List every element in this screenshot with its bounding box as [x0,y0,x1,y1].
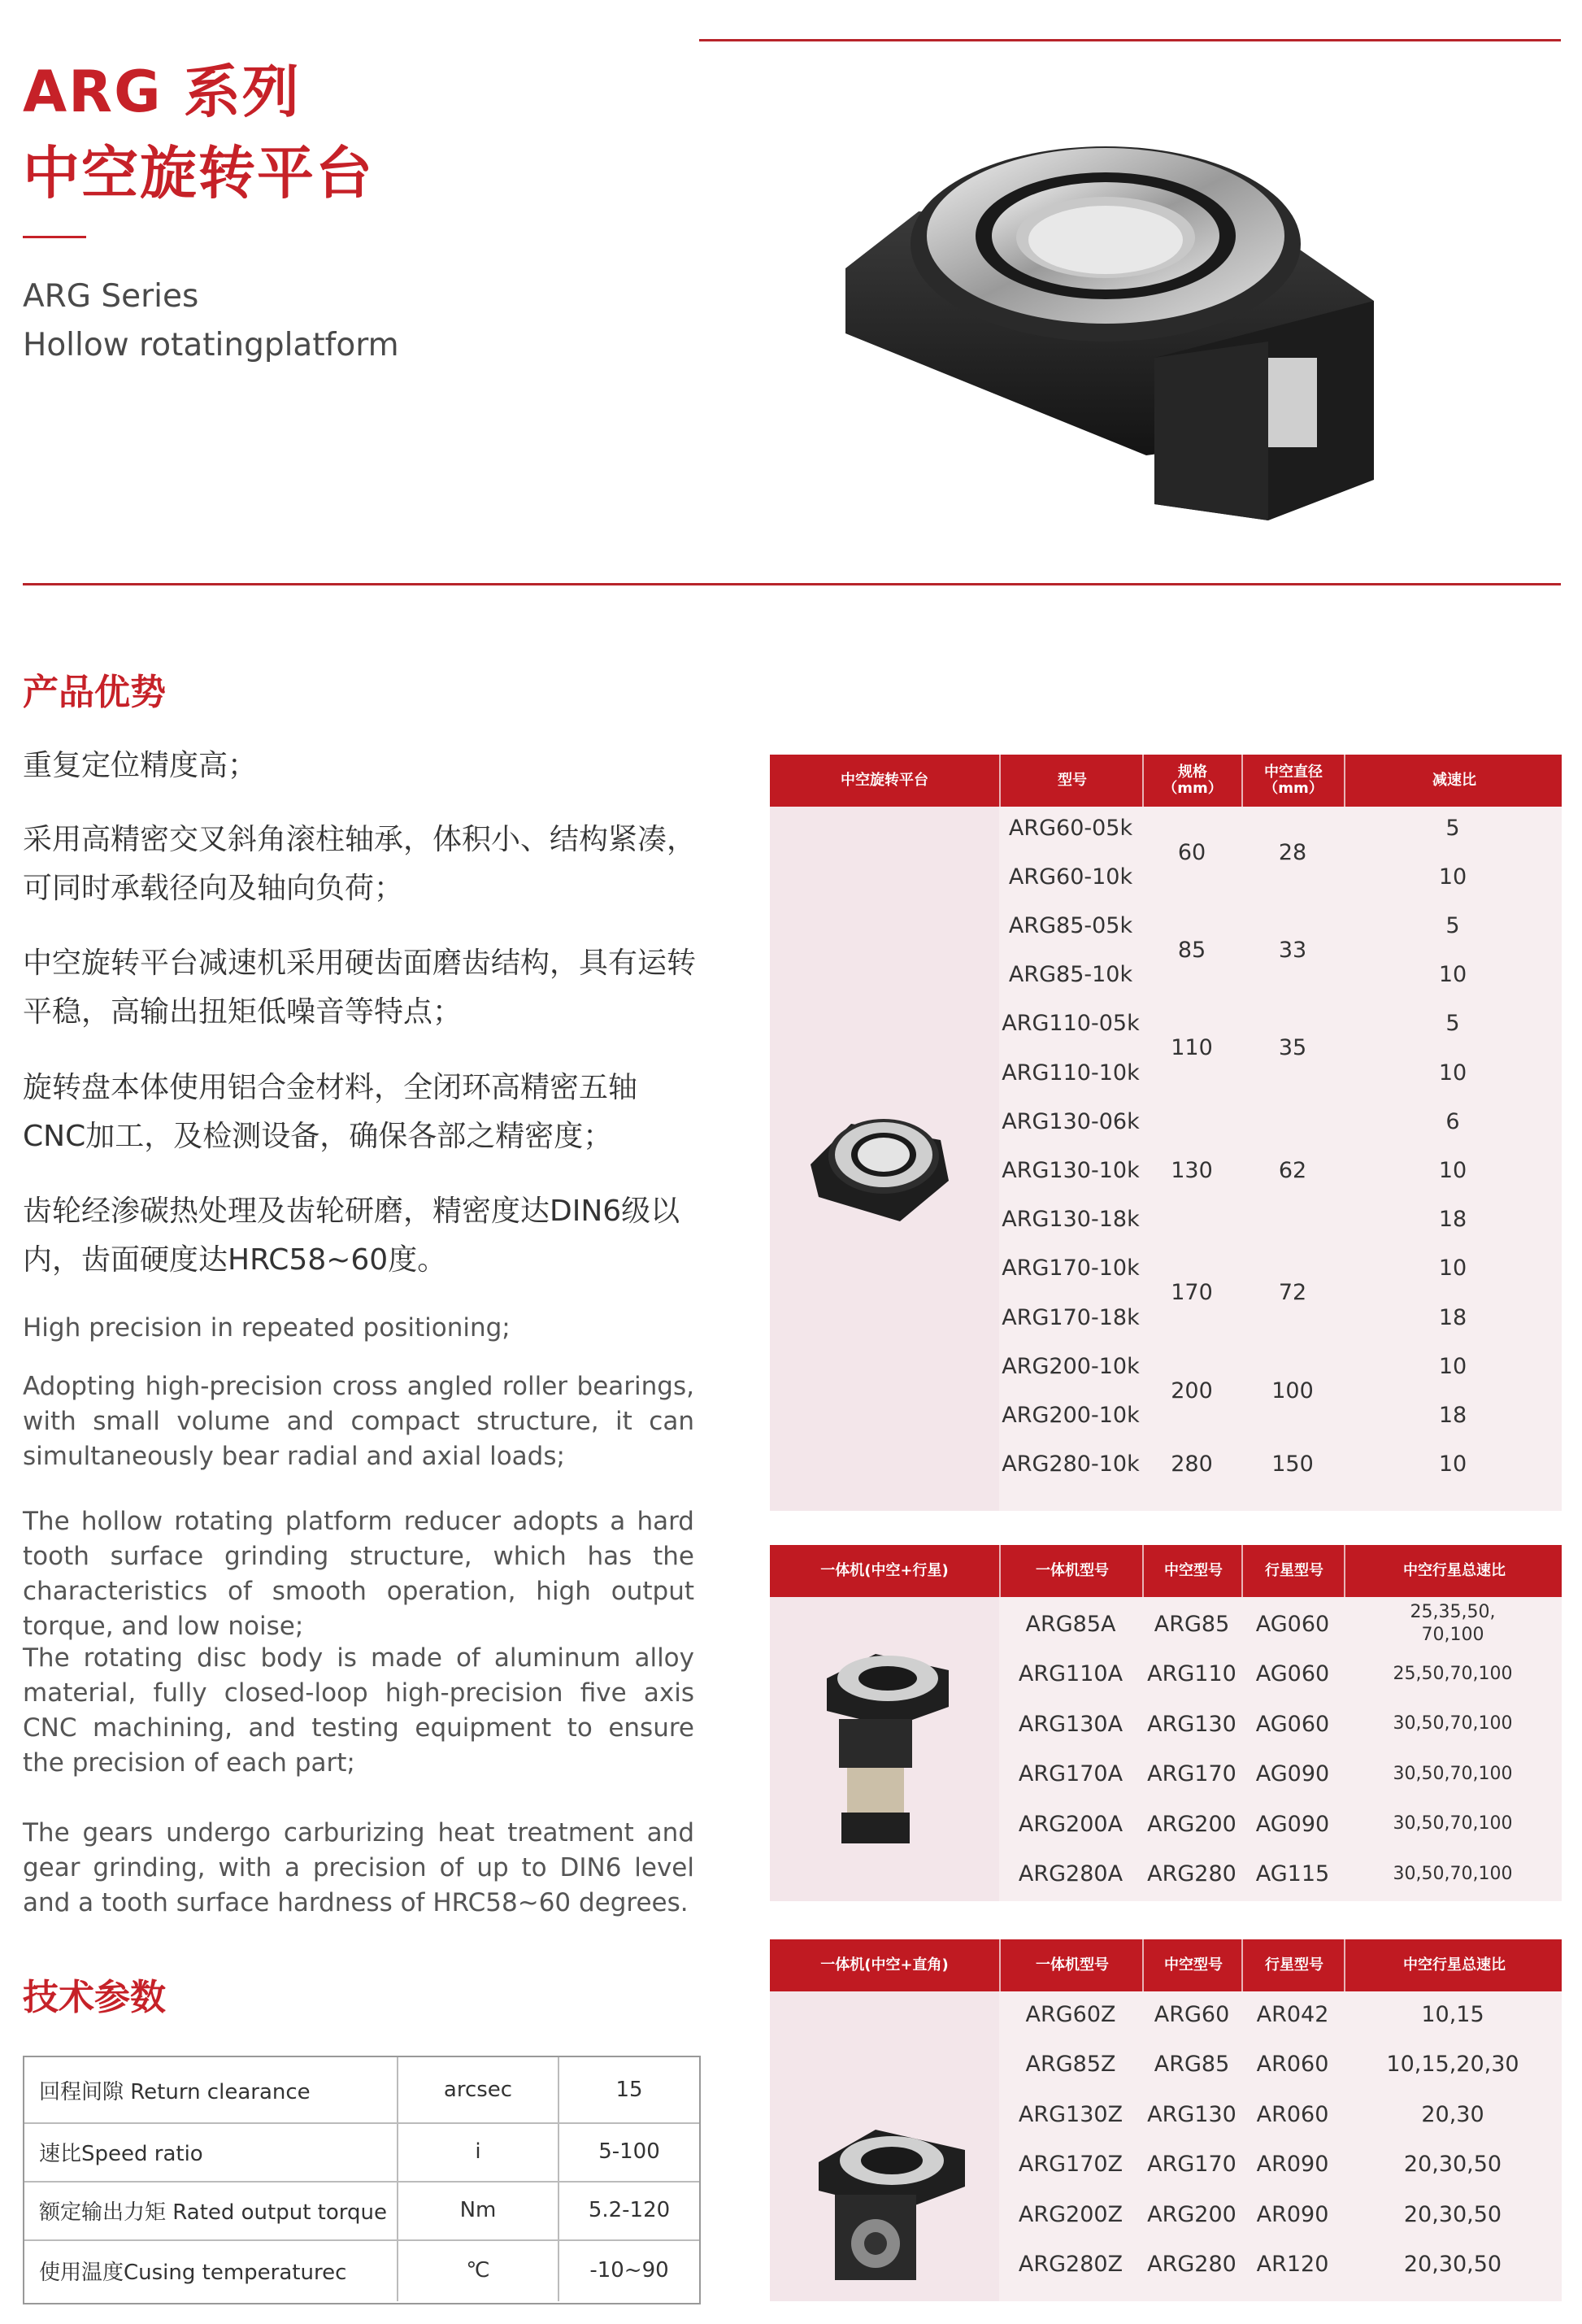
model-cell: ARG60-05k [1008,815,1133,841]
spec-cell: 280 [1171,1451,1213,1478]
spec-row-1 [24,2057,699,2124]
total-ratio-cell: 20,30,50 [1403,2252,1502,2277]
combo-model-cell: ARG280A [1018,1861,1123,1887]
planetary-table-header [770,1545,1562,1597]
hollow-model-cell: ARG60 [1154,2001,1230,2027]
planetary-model-cell: AR120 [1256,2252,1329,2277]
total-ratio-cell: 30,50,70,100 [1393,1713,1513,1734]
planetary-model-cell: AG060 [1255,1661,1330,1686]
planetary-model-cell: AR042 [1256,2001,1329,2027]
specs-heading: 技术参数 [23,1977,166,2018]
model-cell: ARG170-10k [1002,1256,1140,1282]
hollow-model-cell: ARG200 [1147,2201,1236,2227]
ratio-cell: 5 [1445,1011,1460,1037]
combo-model-cell: ARG170Z [1018,2152,1123,2177]
spec-unit: Nm [459,2198,497,2222]
ratio-cell: 18 [1438,1402,1467,1428]
planetary-model-cell: AG115 [1255,1861,1330,1887]
ratio-cell: 18 [1438,1304,1467,1330]
hollow-model-cell: ARG280 [1147,2252,1236,2277]
spec-unit: i [475,2139,481,2164]
hollow-model-cell: ARG85 [1154,1611,1230,1637]
model-cell: ARG130-10k [1002,1157,1140,1183]
spec-cell: 110 [1171,1035,1213,1061]
col-header: 中空直径（mm） [1241,755,1344,807]
hollow-model-cell: ARG200 [1147,1811,1236,1837]
col-header: 中空型号 [1142,1939,1243,1991]
model-cell: ARG60-10k [1008,864,1133,890]
planetary-combo-thumbnail [811,1646,965,1857]
total-ratio-cell: 20,30,50 [1403,2201,1502,2227]
spec-table [23,2056,701,2304]
col-header: 中空行星总速比 [1344,1939,1563,1991]
model-cell: ARG170-18k [1002,1304,1140,1330]
product-title-en: Hollow rotatingplatform [23,327,399,363]
combo-model-cell: ARG200Z [1018,2201,1123,2227]
model-cell: ARG85-10k [1008,962,1133,988]
total-ratio-cell: 10,15 [1421,2001,1484,2027]
hollow-diameter-cell: 28 [1278,839,1307,865]
ratio-cell: 10 [1438,864,1467,890]
advantage-en-5: The gears undergo carburizing heat treatment and gear grinding, with a precision of up to DIN6 level and a tooth surface hardness of HRC58~60 degrees. [23,1818,694,1917]
hollow-model-cell: ARG130 [1147,2101,1236,2127]
spec-cell: 130 [1171,1157,1213,1183]
right-angle-image-cell [770,1991,999,2301]
spec-value: 5-100 [598,2139,660,2164]
spec-row-3 [24,2181,699,2241]
advantage-en-4: The rotating disc body is made of aluminum alloy material, fully closed-loop high-precision five axis CNC machining, and testing equipment to ensure the precision of each part; [23,1643,694,1778]
ratio-cell: 10 [1438,1060,1467,1086]
col-header: 中空旋转平台 [841,772,928,789]
hollow-model-cell: ARG110 [1147,1661,1236,1686]
combo-model-cell: ARG280Z [1018,2252,1123,2277]
title-underline [23,236,86,238]
planetary-image-cell [770,1597,999,1901]
col-header: 型号 [999,755,1144,807]
planetary-model-cell: AR090 [1256,2201,1329,2227]
advantage-cn-1: 重复定位精度高； [23,749,258,782]
spec-unit: ℃ [466,2258,490,2283]
hollow-model-cell: ARG170 [1147,1761,1236,1787]
combo-model-cell: ARG60Z [1025,2001,1116,2027]
advantage-en-3: The hollow rotating platform reducer adopts a hard tooth surface grinding structure, which has the characteristics of smooth operation, high output torque, and low noise; [23,1507,694,1641]
planetary-model-cell: AR060 [1256,2101,1329,2127]
hollow-platform-product-image [813,114,1431,537]
total-ratio-cell: 20,30 [1421,2101,1484,2127]
model-cell: ARG280-10k [1002,1451,1140,1478]
planetary-model-cell: AG090 [1255,1811,1330,1837]
advantage-en-1: High precision in repeated positioning; [23,1313,511,1343]
combo-model-cell: ARG110A [1018,1661,1123,1686]
col-header: 行星型号 [1241,1545,1345,1597]
combo-model-cell: ARG130A [1018,1711,1123,1737]
ratio-cell: 10 [1438,962,1467,988]
model-image-cell [770,807,999,1511]
right-angle-combo-thumbnail [811,2105,973,2292]
hollow-diameter-cell: 72 [1278,1280,1307,1306]
model-table-header [770,755,1562,807]
hollow-diameter-cell: 100 [1271,1377,1314,1404]
model-cell: ARG130-18k [1002,1207,1140,1233]
combo-model-cell: ARG130Z [1018,2101,1123,2127]
hollow-platform-thumbnail [802,1091,957,1229]
spec-value: -10~90 [589,2258,669,2283]
total-ratio-cell: 30,50,70,100 [1393,1763,1513,1784]
spec-value: 15 [615,2078,643,2102]
combo-model-cell: ARG85A [1025,1611,1116,1637]
advantage-en-2: Adopting high-precision cross angled roller bearings, with small volume and compact structure, it can simultaneously bear radial and axial loads; [23,1372,694,1471]
advantage-cn-4: 旋转盘本体使用铝合金材料，全闭环高精密五轴CNC加工，及检测设备，确保各部之精密度； [23,1071,638,1153]
model-cell: ARG200-10k [1002,1402,1140,1428]
hollow-diameter-cell: 150 [1271,1451,1314,1478]
planetary-model-cell: AR060 [1256,2052,1329,2077]
model-cell: ARG110-10k [1002,1060,1140,1086]
top-rule [699,39,1561,41]
col-header: 中空行星总速比 [1344,1545,1563,1597]
spec-value: 5.2-120 [588,2198,671,2222]
total-ratio-cell: 30,50,70,100 [1393,1863,1513,1884]
ratio-cell: 10 [1438,1353,1467,1379]
combo-model-cell: ARG170A [1018,1761,1123,1787]
advantage-cn-3: 中空旋转平台减速机采用硬齿面磨齿结构，具有运转平稳，高输出扭矩低噪音等特点； [23,947,697,1029]
spec-cell: 200 [1171,1377,1213,1404]
hollow-diameter-cell: 33 [1278,938,1307,963]
col-header: 一体机(中空+直角) [820,1956,949,1974]
combo-model-cell: ARG200A [1018,1811,1123,1837]
product-title: 中空旋转平台 [23,140,374,207]
planetary-combo-table [770,1545,1562,1901]
ratio-cell: 6 [1445,1108,1460,1134]
mid-rule [23,583,1561,585]
right-angle-table-header [770,1939,1562,1991]
ratio-cell: 5 [1445,815,1460,841]
ratio-cell: 5 [1445,912,1460,938]
spec-row-4 [24,2239,699,2301]
right-angle-combo-table [770,1939,1562,2301]
spec-name: 使用温度Cusing temperaturec [39,2260,347,2285]
total-ratio-cell: 20,30,50 [1403,2152,1502,2177]
total-ratio-cell: 10,15,20,30 [1386,2052,1519,2077]
total-ratio-cell: 25,35,50, 70,100 [1410,1602,1496,1645]
total-ratio-cell: 25,50,70,100 [1393,1663,1513,1684]
series-title: ARG 系列 [23,59,301,125]
col-header: 中空型号 [1142,1545,1243,1597]
planetary-model-cell: AG060 [1255,1611,1330,1637]
model-cell: ARG200-10k [1002,1353,1140,1379]
col-header: 减速比 [1344,755,1563,807]
spec-unit: arcsec [443,2078,513,2102]
col-header: 一体机(中空+行星) [820,1562,949,1579]
hollow-diameter-cell: 35 [1278,1035,1307,1061]
col-header: 一体机型号 [999,1939,1144,1991]
spec-cell: 60 [1177,839,1206,865]
planetary-model-cell: AG090 [1255,1761,1330,1787]
advantage-cn-5: 齿轮经渗碳热处理及齿轮研磨，精密度达DIN6级以内，齿面硬度达HRC58~60度。 [23,1195,680,1277]
model-cell: ARG130-06k [1002,1108,1140,1134]
advantages-heading: 产品优势 [23,672,166,713]
spec-name: 回程间隙 Return clearance [39,2079,311,2104]
ratio-cell: 10 [1438,1451,1467,1478]
hollow-model-cell: ARG130 [1147,1711,1236,1737]
combo-model-cell: ARG85Z [1025,2052,1116,2077]
model-table [770,755,1562,1511]
spec-cell: 170 [1171,1280,1213,1306]
col-header: 行星型号 [1241,1939,1345,1991]
ratio-cell: 10 [1438,1157,1467,1183]
total-ratio-cell: 30,50,70,100 [1393,1813,1513,1834]
ratio-cell: 10 [1438,1256,1467,1282]
hollow-model-cell: ARG170 [1147,2152,1236,2177]
hollow-diameter-cell: 62 [1278,1157,1307,1183]
hollow-model-cell: ARG85 [1154,2052,1230,2077]
model-cell: ARG85-05k [1008,912,1133,938]
col-header: 规格（mm） [1142,755,1241,807]
col-header: 一体机型号 [999,1545,1144,1597]
advantage-cn-2: 采用高精密交叉斜角滚柱轴承，体积小、结构紧凑，可同时承载径向及轴向负荷； [23,823,697,905]
planetary-model-cell: AR090 [1256,2152,1329,2177]
planetary-model-cell: AG060 [1255,1711,1330,1737]
series-title-en: ARG Series [23,278,199,315]
ratio-cell: 18 [1438,1207,1467,1233]
model-cell: ARG110-05k [1002,1011,1140,1037]
hollow-model-cell: ARG280 [1147,1861,1236,1887]
spec-row-2 [24,2122,699,2183]
spec-name: 速比Speed ratio [39,2141,203,2166]
spec-name: 额定输出力矩 Rated output torque [39,2200,387,2225]
spec-cell: 85 [1177,938,1206,963]
